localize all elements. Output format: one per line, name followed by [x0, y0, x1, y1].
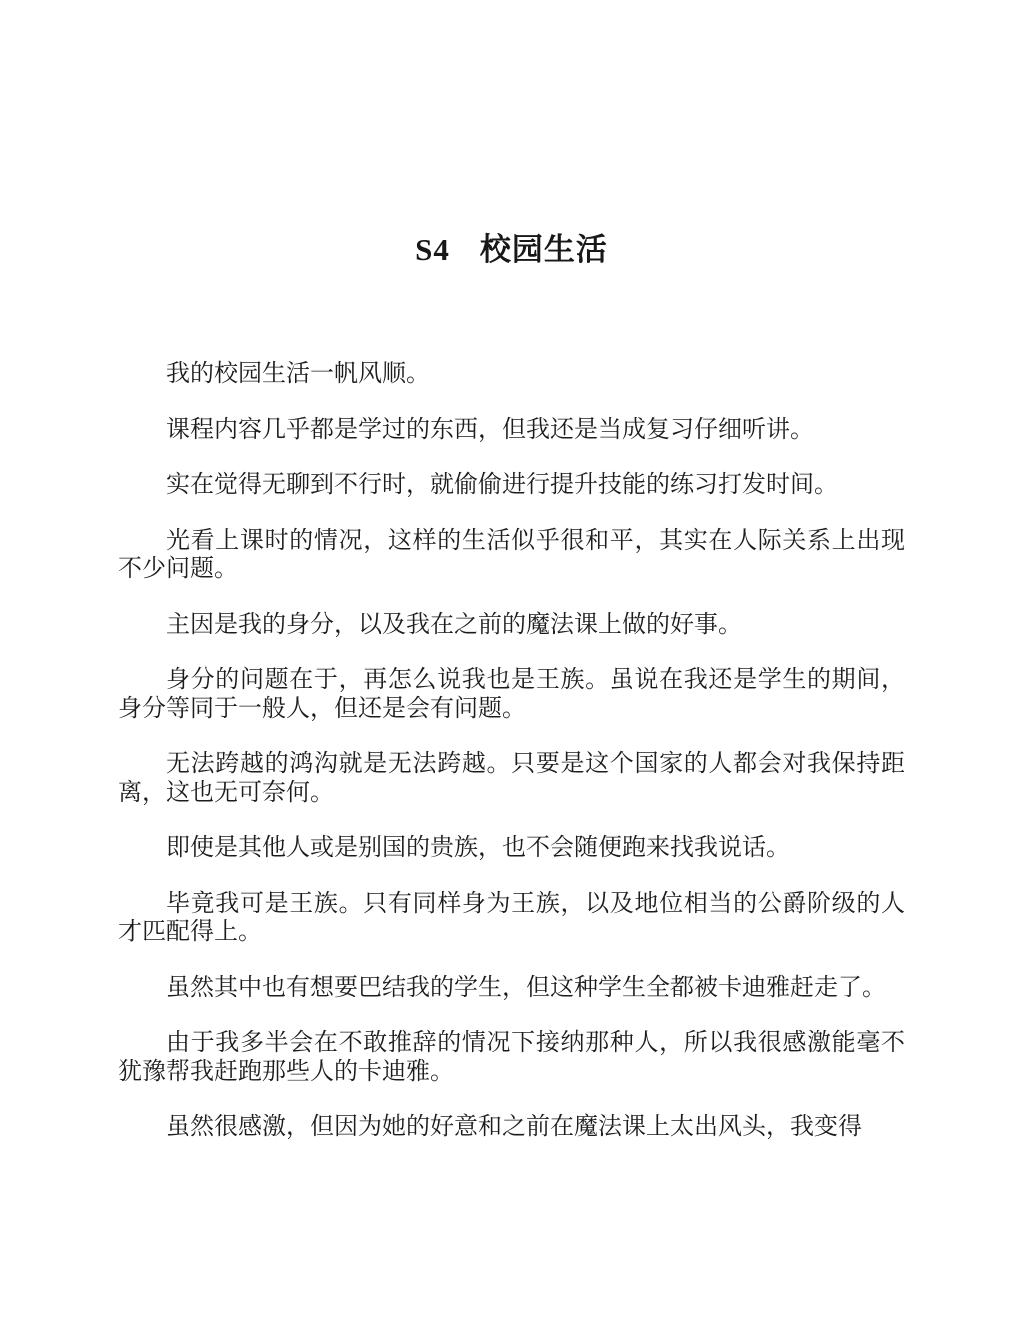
paragraph: 课程内容几乎都是学过的东西，但我还是当成复习仔细听讲。 [166, 416, 814, 443]
paragraph: 即使是其他人或是别国的贵族，也不会随便跑来找我说话。 [166, 835, 790, 861]
chapter-body [118, 360, 905, 1142]
paragraph: 虽然很感激，但因为她的好意和之前在魔法课上太出风头，我变得 [166, 1114, 862, 1140]
paragraph: 身分的问题在于，再怎么说我也是王族。虽说在我还是学生的期间，身分等同于一般人，但还是会有问题。 [118, 667, 905, 722]
chapter-number: S4 [415, 232, 450, 267]
chapter-title [118, 232, 905, 268]
paragraph: 无法跨越的鸿沟就是无法跨越。只要是这个国家的人都会对我保持距离，这也无可奈何。 [118, 751, 905, 806]
paragraph: 虽然其中也有想要巴结我的学生，但这种学生全都被卡迪雅赶走了。 [166, 974, 886, 1001]
paragraph: 主因是我的身分，以及我在之前的魔法课上做的好事。 [166, 611, 742, 638]
paragraph: 实在觉得无聊到不行时，就偷偷进行提升技能的练习打发时间。 [166, 472, 838, 498]
paragraph: 毕竟我可是王族。只有同样身为王族，以及地位相当的公爵阶级的人才匹配得上。 [118, 890, 905, 945]
paragraph: 我的校园生活一帆风顺。 [166, 361, 430, 387]
chapter-name: 校园生活 [479, 232, 608, 267]
paragraph: 光看上课时的情况，这样的生活似乎很和平，其实在人际关系上出现不少问题。 [118, 527, 905, 582]
paragraph: 由于我多半会在不敢推辞的情况下接纳那种人，所以我很感激能毫不犹豫帮我赶跑那些人的卡迪雅。 [118, 1030, 905, 1085]
